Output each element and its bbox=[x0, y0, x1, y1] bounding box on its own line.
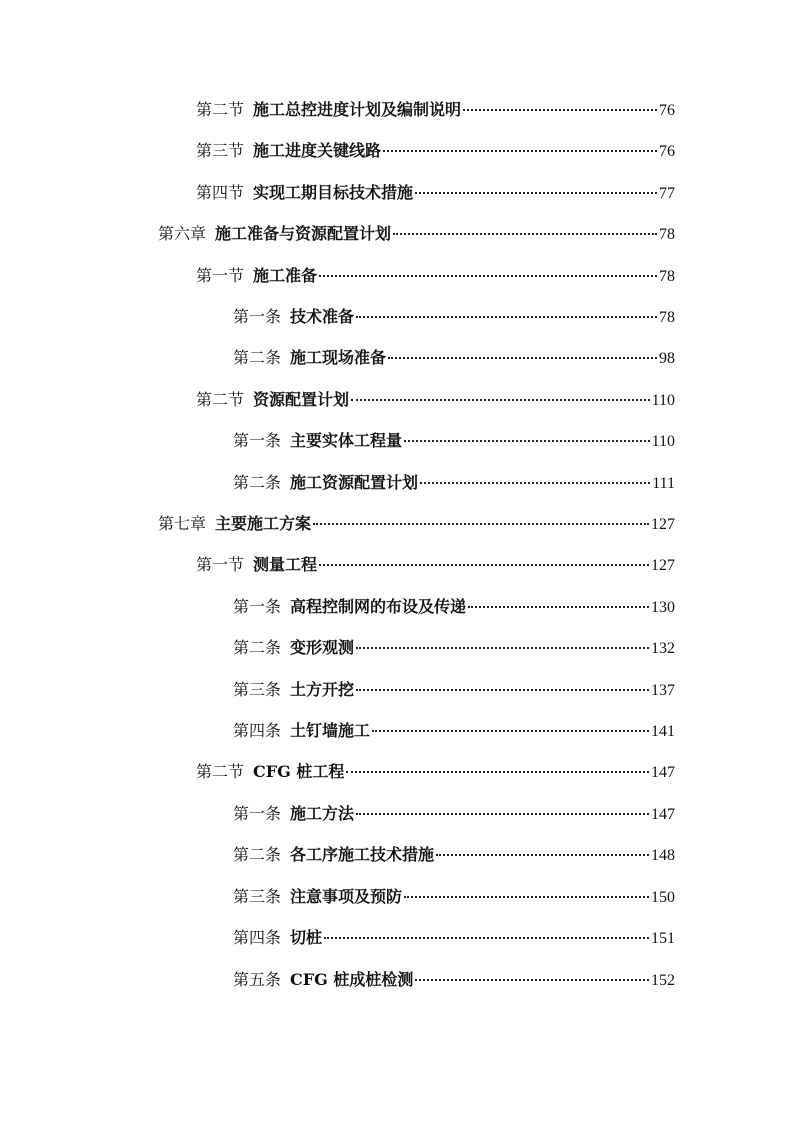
toc-entry-title: CFG 桩成桩检测 bbox=[290, 970, 414, 989]
toc-entry-title: 各工序施工技术措施 bbox=[290, 845, 435, 864]
toc-entry-label: 第一条 bbox=[233, 804, 282, 823]
toc-entry-label: 第七章 bbox=[158, 514, 207, 533]
toc-entry[interactable] bbox=[233, 923, 675, 953]
toc-entry-page: 148 bbox=[651, 847, 675, 864]
toc-dot-leader bbox=[313, 522, 649, 525]
toc-entry-page: 137 bbox=[651, 682, 675, 699]
toc-entry-title: 注意事项及预防 bbox=[290, 887, 403, 906]
toc-entry-page: 147 bbox=[651, 764, 675, 781]
toc-entry-page: 141 bbox=[651, 723, 675, 740]
toc-dot-leader bbox=[468, 605, 649, 608]
toc-entry-label: 第二节 bbox=[196, 762, 245, 781]
toc-entry-page: 98 bbox=[659, 350, 675, 367]
toc-entry-page: 77 bbox=[659, 185, 675, 202]
toc-entry-label: 第二节 bbox=[196, 100, 245, 119]
toc-entry-label: 第三条 bbox=[233, 680, 282, 699]
toc-entry-label: 第四节 bbox=[196, 183, 245, 202]
toc-entry-page: 78 bbox=[659, 268, 675, 285]
toc-entry-title: 施工进度关键线路 bbox=[253, 141, 382, 160]
toc-entry[interactable] bbox=[196, 178, 675, 208]
toc-dot-leader bbox=[463, 108, 657, 111]
toc-entry-page: 130 bbox=[651, 599, 675, 616]
toc-entry[interactable] bbox=[158, 509, 675, 539]
toc-entry[interactable] bbox=[196, 757, 675, 787]
toc-entry-label: 第五条 bbox=[233, 970, 282, 989]
toc-entry-page: 132 bbox=[651, 640, 675, 657]
toc-dot-leader bbox=[436, 853, 649, 856]
toc-entry-label: 第三条 bbox=[233, 887, 282, 906]
toc-entry-title: 测量工程 bbox=[253, 555, 318, 574]
toc-entry[interactable] bbox=[233, 302, 675, 332]
toc-dot-leader bbox=[383, 149, 657, 152]
toc-entry-label: 第四条 bbox=[233, 721, 282, 740]
toc-entry-title: 施工准备与资源配置计划 bbox=[215, 224, 392, 243]
toc-entry-label: 第二条 bbox=[233, 348, 282, 367]
toc-entry-page: 151 bbox=[651, 930, 675, 947]
toc-entry-label: 第二条 bbox=[233, 473, 282, 492]
toc-entry-page: 147 bbox=[651, 806, 675, 823]
toc-dot-leader bbox=[415, 978, 649, 981]
toc-entry-title: 施工准备 bbox=[253, 266, 318, 285]
toc-entry-label: 第一条 bbox=[233, 307, 282, 326]
toc-entry-page: 110 bbox=[651, 392, 675, 409]
toc-entry[interactable] bbox=[233, 882, 675, 912]
toc-entry-page: 127 bbox=[651, 516, 675, 533]
toc-entry[interactable] bbox=[233, 799, 675, 829]
toc-entry[interactable] bbox=[196, 385, 675, 415]
toc-entry-label: 第一节 bbox=[196, 266, 245, 285]
toc-entry-label: 第二条 bbox=[233, 638, 282, 657]
toc-entry-label: 第二条 bbox=[233, 845, 282, 864]
toc-entry-page: 110 bbox=[651, 433, 675, 450]
toc-entry-page: 76 bbox=[659, 143, 675, 160]
toc-entry-title: 技术准备 bbox=[290, 307, 355, 326]
toc-entry[interactable] bbox=[196, 136, 675, 166]
toc-entry[interactable] bbox=[233, 716, 675, 746]
toc-entry[interactable] bbox=[233, 965, 675, 995]
toc-entry-page: 111 bbox=[652, 475, 675, 492]
toc-dot-leader bbox=[393, 232, 657, 235]
toc-entry-label: 第一条 bbox=[233, 431, 282, 450]
toc-dot-leader bbox=[319, 563, 649, 566]
toc-entry-title: 实现工期目标技术措施 bbox=[253, 183, 414, 202]
toc-entry-title: 施工方法 bbox=[290, 804, 355, 823]
toc-entry-title: 施工现场准备 bbox=[290, 348, 387, 367]
toc-entry-page: 152 bbox=[651, 972, 675, 989]
toc-entry-page: 150 bbox=[651, 889, 675, 906]
toc-dot-leader bbox=[388, 356, 657, 359]
toc-entry-page: 127 bbox=[651, 557, 675, 574]
toc-entry[interactable] bbox=[196, 95, 675, 125]
toc-entry-label: 第三节 bbox=[196, 141, 245, 160]
toc-entry-label: 第四条 bbox=[233, 928, 282, 947]
toc-entry-title: 变形观测 bbox=[290, 638, 355, 657]
toc-dot-leader bbox=[346, 770, 649, 773]
toc-entry[interactable] bbox=[233, 426, 675, 456]
toc-dot-leader bbox=[356, 646, 649, 649]
toc-entry[interactable] bbox=[233, 633, 675, 663]
toc-entry-title: CFG 桩工程 bbox=[253, 762, 345, 781]
toc-entry-label: 第一条 bbox=[233, 597, 282, 616]
toc-entry-title: 施工总控进度计划及编制说明 bbox=[253, 100, 462, 119]
toc-dot-leader bbox=[351, 398, 650, 401]
toc-entry-title: 主要施工方案 bbox=[215, 514, 312, 533]
toc-entry-page: 78 bbox=[659, 226, 675, 243]
toc-entry-title: 切桩 bbox=[290, 928, 323, 947]
toc-entry-title: 土方开挖 bbox=[290, 680, 355, 699]
toc-entry[interactable] bbox=[233, 343, 675, 373]
toc-dot-leader bbox=[404, 895, 649, 898]
toc-entry-title: 资源配置计划 bbox=[253, 390, 350, 409]
toc-entry[interactable] bbox=[233, 468, 675, 498]
toc-dot-leader bbox=[372, 729, 649, 732]
toc-entry-title: 土钉墙施工 bbox=[290, 721, 371, 740]
toc-dot-leader bbox=[356, 315, 657, 318]
toc-dot-leader bbox=[324, 936, 649, 939]
toc-entry-title: 主要实体工程量 bbox=[290, 431, 403, 450]
toc-dot-leader bbox=[319, 274, 657, 277]
toc-entry[interactable] bbox=[196, 550, 675, 580]
toc-entry-label: 第一节 bbox=[196, 555, 245, 574]
toc-entry-label: 第二节 bbox=[196, 390, 245, 409]
toc-entry-label: 第六章 bbox=[158, 224, 207, 243]
toc-entry[interactable] bbox=[233, 592, 675, 622]
toc-dot-leader bbox=[420, 481, 650, 484]
toc-entry[interactable] bbox=[196, 261, 675, 291]
toc-entry-page: 76 bbox=[659, 102, 675, 119]
toc-dot-leader bbox=[356, 688, 649, 691]
toc-entry-title: 施工资源配置计划 bbox=[290, 473, 419, 492]
toc-entry[interactable] bbox=[233, 840, 675, 870]
toc-entry-page: 78 bbox=[659, 309, 675, 326]
toc-dot-leader bbox=[404, 439, 650, 442]
toc-dot-leader bbox=[356, 812, 649, 815]
toc-dot-leader bbox=[415, 191, 657, 194]
toc-entry[interactable] bbox=[158, 219, 675, 249]
toc-entry-title: 高程控制网的布设及传递 bbox=[290, 597, 467, 616]
toc-entry[interactable] bbox=[233, 675, 675, 705]
